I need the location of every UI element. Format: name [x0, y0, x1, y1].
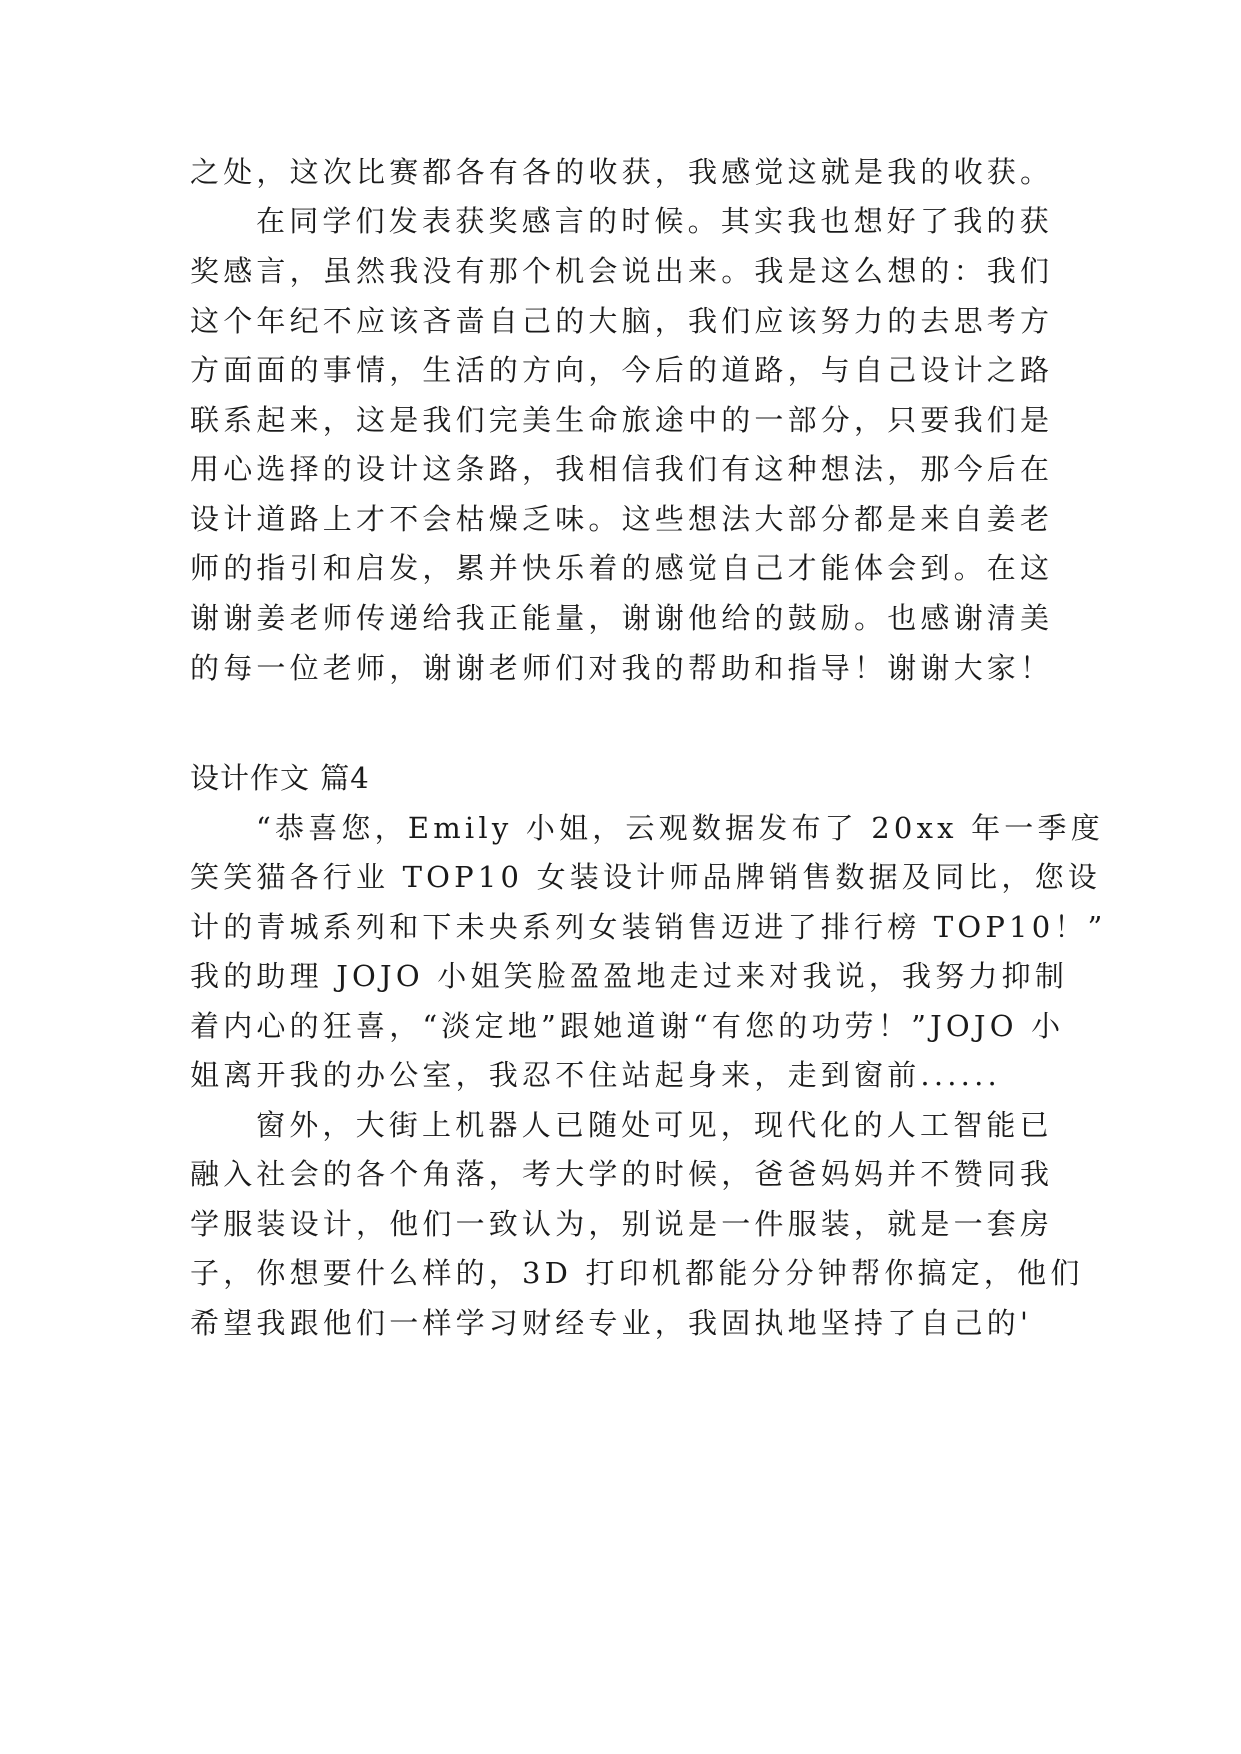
paragraph-line: 联系起来，这是我们完美生命旅途中的一部分，只要我们是: [190, 403, 1054, 437]
paragraph-line: 窗外，大街上机器人已随处可见，现代化的人工智能已: [256, 1108, 1053, 1142]
section-heading: 设计作文 篇4: [190, 761, 370, 795]
paragraph-line: 着内心的狂喜，“淡定地”跟她道谢“有您的功劳！”JOJO 小: [190, 1009, 1065, 1043]
paragraph-line: 子，你想要什么样的，3D 打印机都能分分钟帮你搞定，他们: [190, 1256, 1084, 1290]
paragraph-line: 这个年纪不应该吝啬自己的大脑，我们应该努力的去思考方: [190, 304, 1054, 338]
paragraph-line: 在同学们发表获奖感言的时候。其实我也想好了我的获: [256, 204, 1053, 238]
paragraph-line: 姐离开我的办公室，我忍不住站起身来，走到窗前......: [190, 1058, 1001, 1092]
paragraph-line: 融入社会的各个角落，考大学的时候，爸爸妈妈并不赞同我: [190, 1157, 1054, 1191]
paragraph-line: 笑笑猫各行业 TOP10 女装设计师品牌销售数据及同比，您设: [190, 860, 1101, 894]
paragraph-line: 的每一位老师，谢谢老师们对我的帮助和指导！谢谢大家！: [190, 651, 1054, 685]
paragraph-line: 计的青城系列和下未央系列女装销售迈进了排行榜 TOP10！”: [190, 910, 1107, 944]
paragraph-line: 奖感言，虽然我没有那个机会说出来。我是这么想的：我们: [190, 254, 1054, 288]
paragraph-line: 谢谢姜老师传递给我正能量，谢谢他给的鼓励。也感谢清美: [190, 601, 1054, 635]
paragraph-line: 之处，这次比赛都各有各的收获，我感觉这就是我的收获。: [190, 155, 1054, 189]
paragraph-line: 学服装设计，他们一致认为，别说是一件服装，就是一套房: [190, 1207, 1054, 1241]
paragraph-line: 我的助理 JOJO 小姐笑脸盈盈地走过来对我说，我努力抑制: [190, 959, 1069, 993]
paragraph-line: 方面面的事情，生活的方向，今后的道路，与自己设计之路: [190, 353, 1054, 387]
paragraph-line: 希望我跟他们一样学习财经专业，我固执地坚持了自己的': [190, 1306, 1033, 1340]
paragraph-line: “恭喜您，Emily 小姐，云观数据发布了 20xx 年一季度: [256, 811, 1104, 845]
paragraph-line: 师的指引和启发，累并快乐着的感觉自己才能体会到。在这: [190, 551, 1054, 585]
paragraph-line: 用心选择的设计这条路，我相信我们有这种想法，那今后在: [190, 452, 1054, 486]
paragraph-line: 设计道路上才不会枯燥乏味。这些想法大部分都是来自姜老: [190, 502, 1054, 536]
